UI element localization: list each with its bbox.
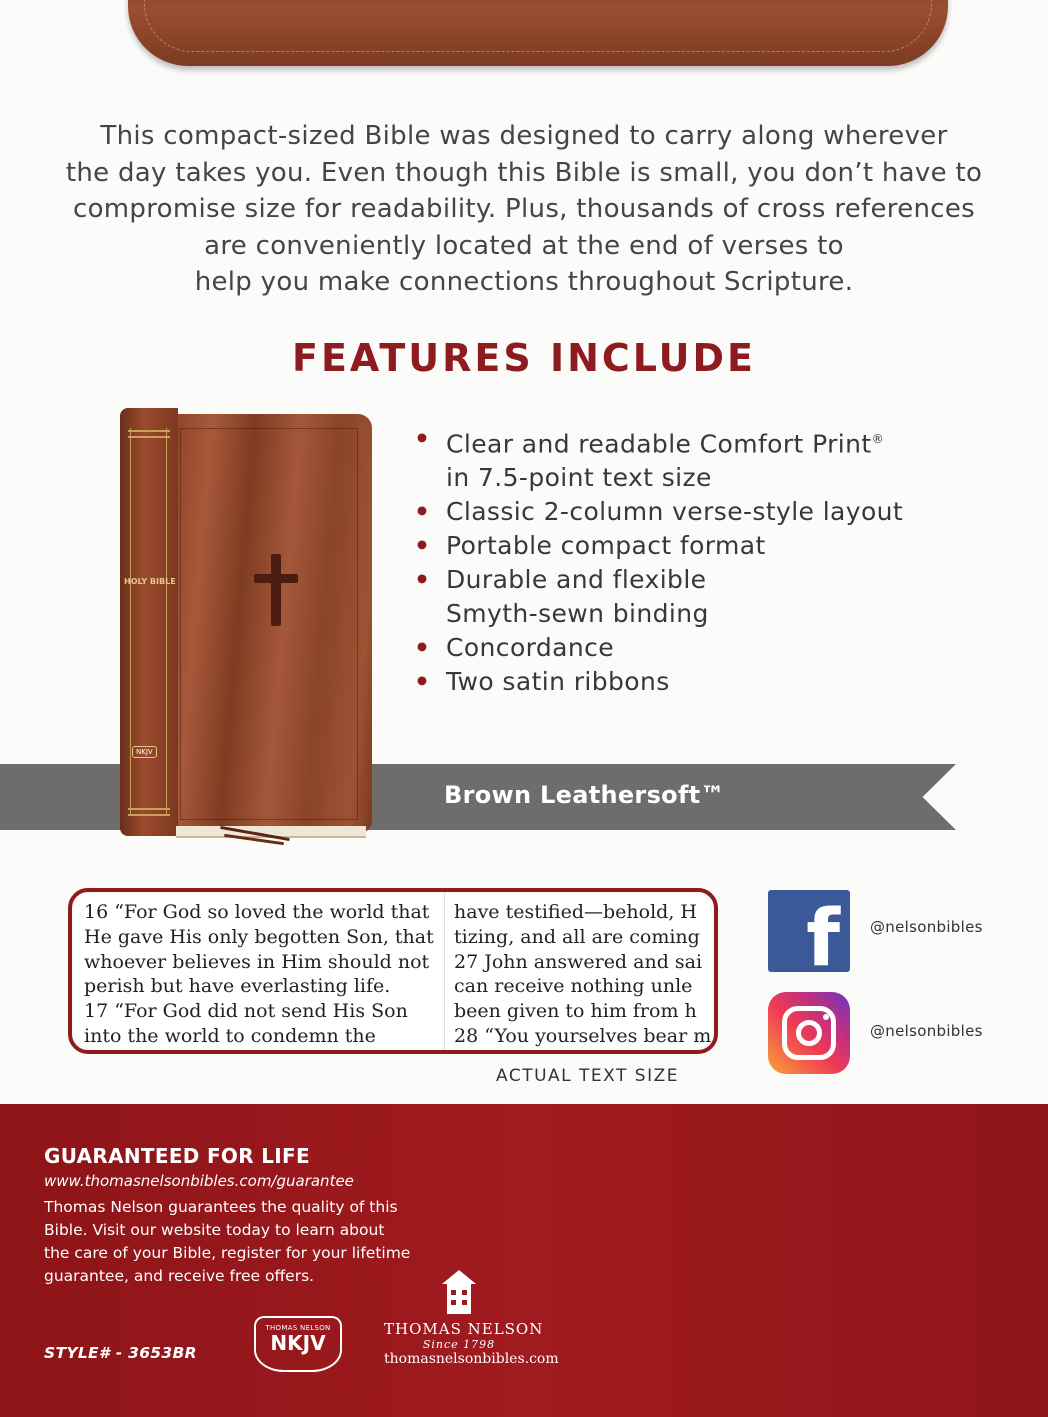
facebook-glyph: f xyxy=(806,894,840,984)
sample-line: whoever believes in Him should not xyxy=(84,950,430,973)
style-number: STYLE# - 3653BR xyxy=(44,1344,197,1362)
sample-line: have testified—behold, H xyxy=(454,901,697,923)
sample-column-right xyxy=(454,900,718,1049)
leather-cover-edge xyxy=(128,0,948,66)
bullet-icon: • xyxy=(414,531,431,561)
intro-paragraph xyxy=(40,118,1008,301)
nkjv-badge-big: NKJV xyxy=(270,1331,326,1355)
sample-line: 17 “For God did not send His Son xyxy=(84,1000,408,1023)
guarantee-title: GUARANTEED FOR LIFE xyxy=(44,1144,310,1168)
nkjv-badge-small: THOMAS NELSON xyxy=(265,1324,331,1332)
feature-item xyxy=(414,495,903,529)
thomas-nelson-logo xyxy=(384,1270,559,1367)
feature-text-cont: Smyth-sewn binding xyxy=(446,599,709,629)
guarantee-line: guarantee, and receive free offers. xyxy=(44,1267,315,1285)
sample-line: can receive nothing unle xyxy=(454,975,693,998)
guarantee-url[interactable]: www.thomasnelsonbibles.com/guarantee xyxy=(44,1172,354,1190)
bullet-icon: • xyxy=(414,497,431,527)
intro-line: help you make connections throughout Scripture. xyxy=(194,267,854,297)
cross-icon xyxy=(271,554,281,626)
bible-product-image xyxy=(120,408,372,844)
feature-text-cont: in 7.5-point text size xyxy=(446,463,712,493)
sample-line: 27 John answered and sai xyxy=(454,950,703,973)
guarantee-line: Bible. Visit our website today to learn about xyxy=(44,1221,385,1239)
facebook-icon[interactable] xyxy=(768,890,850,984)
column-divider xyxy=(444,892,445,1050)
bullet-icon: • xyxy=(414,633,431,663)
intro-line: This compact-sized Bible was designed to carry along wherever xyxy=(100,121,948,151)
publisher-url[interactable]: thomasnelsonbibles.com xyxy=(384,1351,559,1367)
nkjv-badge-logo xyxy=(254,1316,342,1372)
feature-item xyxy=(414,563,903,631)
sample-line: 28 “You yourselves bear m xyxy=(454,1024,712,1047)
intro-line: compromise size for readability. Plus, thousands of cross references xyxy=(72,194,976,224)
sample-line: into the world to condemn the xyxy=(84,1024,376,1047)
spine-title: HOLY BIBLE xyxy=(124,577,176,586)
intro-line: are conveniently located at the end of verses to xyxy=(204,230,844,261)
house-icon xyxy=(442,1270,476,1314)
features-heading: FEATURES INCLUDE xyxy=(291,336,756,380)
feature-text: Durable and flexible xyxy=(446,565,707,595)
feature-text: Portable compact format xyxy=(446,531,766,561)
sample-line: tizing, and all are coming xyxy=(454,925,700,948)
spine-badge: NKJV xyxy=(132,746,157,758)
guarantee-line: the care of your Bible, register for your lifetime xyxy=(44,1244,411,1262)
sample-column-left xyxy=(84,900,450,1049)
book-cover xyxy=(170,414,372,834)
publisher-since: Since 1798 xyxy=(422,1338,496,1351)
feature-text: Two satin ribbons xyxy=(446,667,670,697)
bullet-icon: • xyxy=(414,424,431,453)
features-list xyxy=(414,422,903,699)
publisher-name: THOMAS NELSON xyxy=(384,1320,544,1338)
bullet-icon: • xyxy=(414,565,431,595)
text-size-sample xyxy=(68,888,718,1054)
sample-line: perish but have everlasting life. xyxy=(84,975,391,998)
feature-text: Clear and readable Comfort Print xyxy=(446,429,872,459)
cover-label: Brown Leathersoft™ xyxy=(444,781,725,809)
sample-line: He gave His only begotten Son, that xyxy=(84,925,434,948)
bullet-icon: • xyxy=(414,667,431,697)
feature-item xyxy=(414,529,903,563)
feature-item xyxy=(414,631,903,665)
feature-item xyxy=(414,422,903,495)
instagram-handle[interactable]: @nelsonbibles xyxy=(870,1022,983,1040)
sample-line: 16 “For God so loved the world that xyxy=(84,901,430,923)
sample-line: been given to him from h xyxy=(454,1000,697,1023)
facebook-handle[interactable]: @nelsonbibles xyxy=(870,918,983,936)
guarantee-line: Thomas Nelson guarantees the quality of this xyxy=(44,1198,398,1216)
actual-text-size-caption: ACTUAL TEXT SIZE xyxy=(496,1066,679,1086)
feature-item xyxy=(414,665,903,699)
instagram-icon[interactable] xyxy=(768,992,850,1074)
feature-text: Classic 2-column verse-style layout xyxy=(446,497,904,527)
intro-line: the day takes you. Even though this Bible is small, you don’t have to xyxy=(65,157,983,188)
feature-text: Concordance xyxy=(446,633,615,663)
book-spine xyxy=(120,408,178,836)
registered-mark: ® xyxy=(871,432,885,446)
